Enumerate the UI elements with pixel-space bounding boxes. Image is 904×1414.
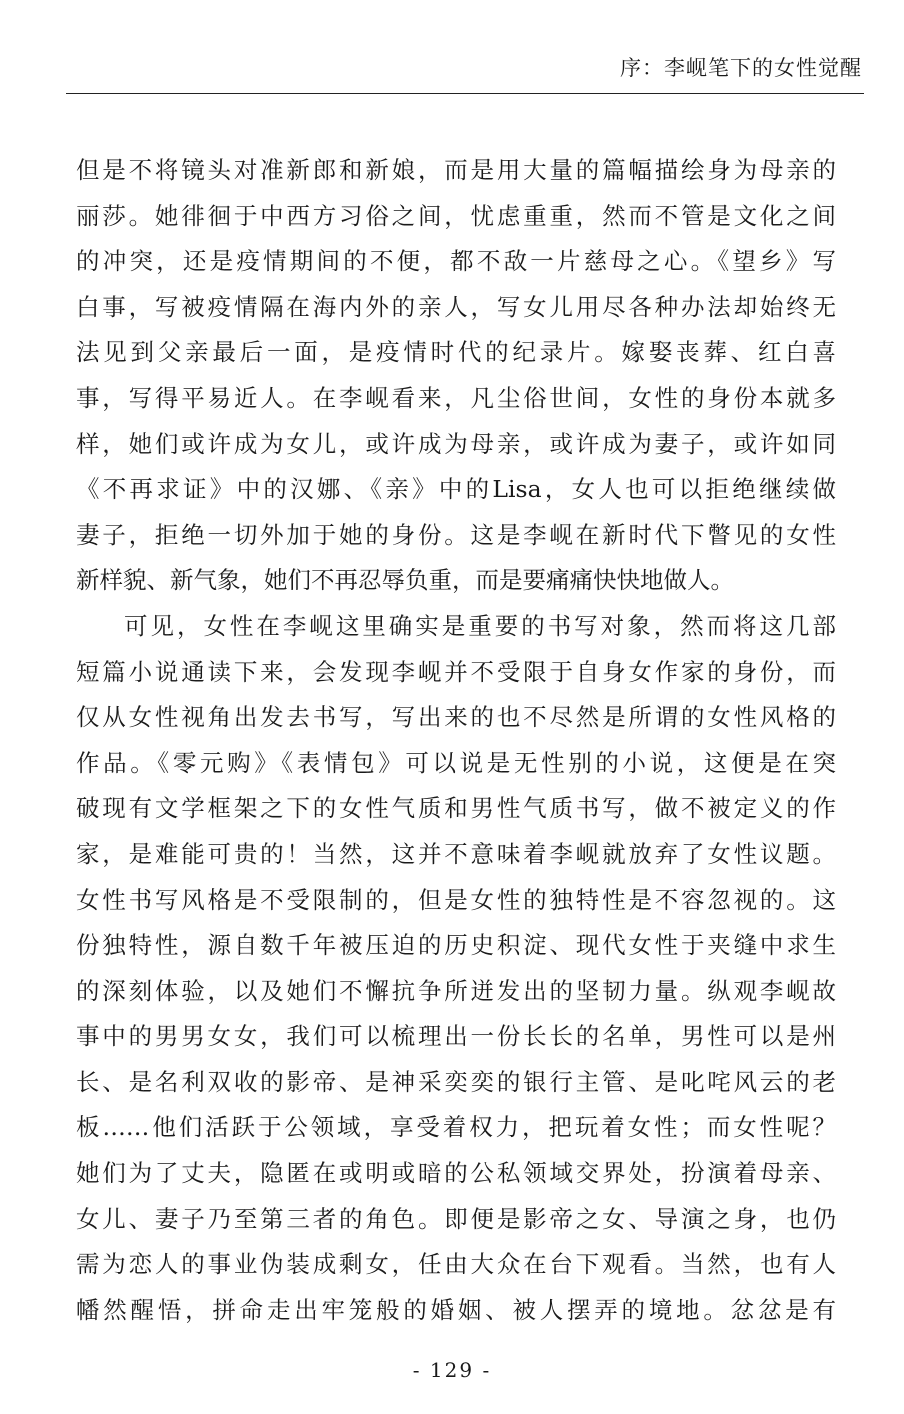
text-line: 长、是名利双收的影帝、是神采奕奕的银行主管、是叱咤风云的老 [76, 1067, 836, 1096]
text-line: 女性书写风格是不受限制的，但是女性的独特性是不容忽视的。这 [76, 885, 836, 914]
text-line: 板……他们活跃于公领域，享受着权力，把玩着女性；而女性呢？ [76, 1113, 836, 1142]
text-line: 仅从女性视角出发去书写，写出来的也不尽然是所谓的女性风格的 [76, 703, 836, 732]
text-line: 份独特性，源自数千年被压迫的历史积淀、现代女性于夹缝中求生 [76, 931, 836, 960]
text-line: 破现有文学框架之下的女性气质和男性气质书写，做不被定义的作 [76, 794, 836, 823]
text-line: 新样貌、新气象，她们不再忍辱负重，而是要痛痛快快地做人。 [76, 566, 734, 595]
text-line: 样，她们或许成为女儿，或许成为母亲，或许成为妻子，或许如同 [76, 429, 836, 458]
text-line: 家，是难能可贵的！当然，这并不意味着李岘就放弃了女性议题。 [76, 839, 836, 868]
text-line: 女儿、妻子乃至第三者的角色。即便是影帝之女、导演之身，也仍 [76, 1204, 836, 1233]
text-line: 短篇小说通读下来，会发现李岘并不受限于自身女作家的身份，而 [76, 657, 836, 686]
text-line: 她们为了丈夫，隐匿在或明或暗的公私领域交界处，扮演着母亲、 [76, 1159, 836, 1188]
text-line: 的深刻体验，以及她们不懈抗争所迸发出的坚韧力量。纵观李岘故 [76, 976, 836, 1005]
text-line: 事中的男男女女，我们可以梳理出一份长长的名单，男性可以是州 [76, 1022, 836, 1051]
text-line: 可见，女性在李岘这里确实是重要的书写对象，然而将这几部 [124, 611, 836, 640]
text-line: 《不再求证》中的汉娜、《亲》中的Lisa，女人也可以拒绝继续做 [76, 475, 836, 504]
text-line: 事，写得平易近人。在李岘看来，凡尘俗世间，女性的身份本就多 [76, 383, 836, 412]
text-line: 但是不将镜头对准新郎和新娘，而是用大量的篇幅描绘身为母亲的 [76, 156, 836, 184]
text-line: 幡然醒悟，拼命走出牢笼般的婚姻、被人摆弄的境地。忿忿是有 [76, 1295, 836, 1324]
text-line: 丽莎。她徘徊于中西方习俗之间，忧虑重重，然而不管是文化之间 [76, 201, 836, 230]
text-line: 需为恋人的事业伪装成剩女，任由大众在台下观看。当然，也有人 [76, 1250, 836, 1279]
header-divider [66, 93, 864, 94]
text-line: 妻子，拒绝一切外加于她的身份。这是李岘在新时代下瞥见的女性 [76, 520, 836, 549]
text-line: 的冲突，还是疫情期间的不便，都不敌一片慈母之心。《望乡》写 [76, 247, 836, 276]
text-line: 作品。《零元购》《表情包》可以说是无性别的小说，这便是在突 [76, 748, 836, 777]
page-number: - 129 - [412, 1358, 492, 1382]
body-text [76, 148, 836, 1333]
text-line: 法见到父亲最后一面，是疫情时代的纪录片。嫁娶丧葬、红白喜 [76, 338, 836, 367]
text-line: 白事，写被疫情隔在海内外的亲人，写女儿用尽各种办法却始终无 [76, 292, 836, 321]
running-header-title: 序：李岘笔下的女性觉醒 [620, 56, 862, 80]
